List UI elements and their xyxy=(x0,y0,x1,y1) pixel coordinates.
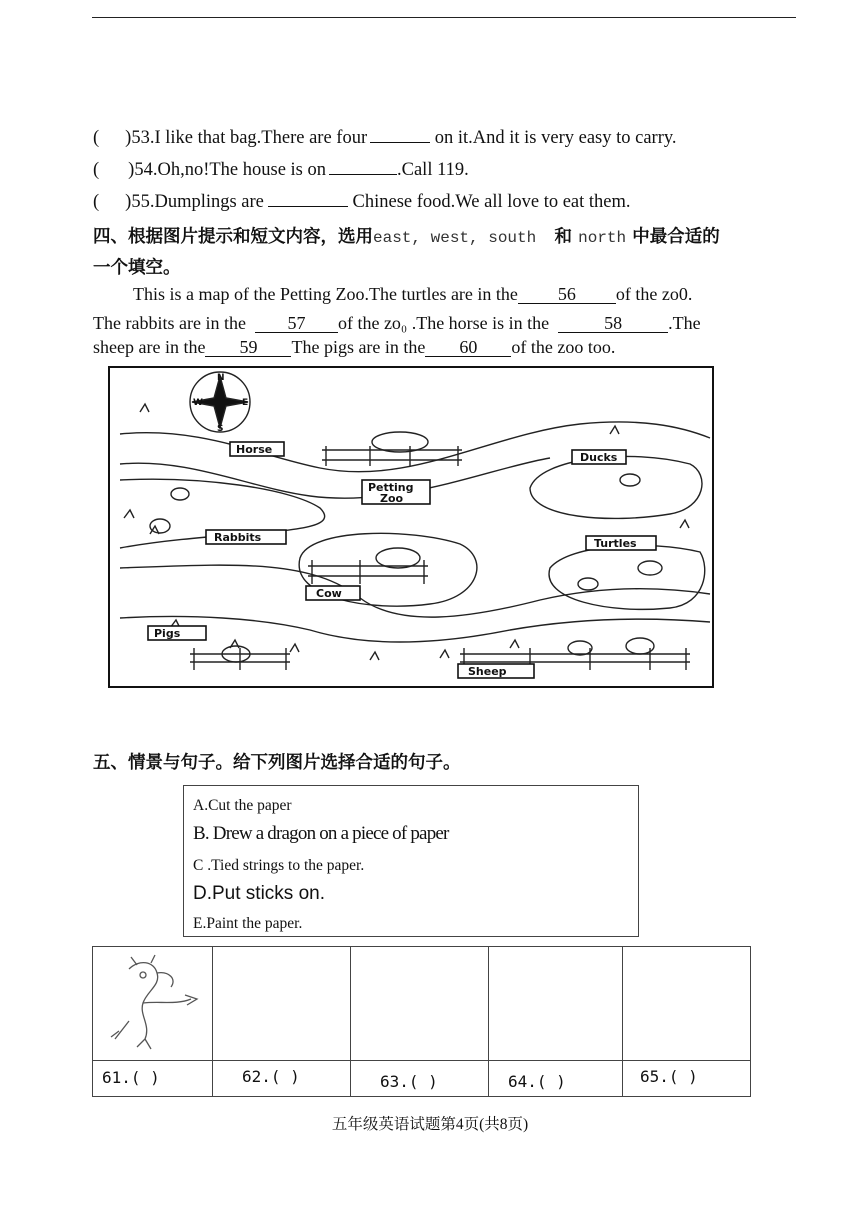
sign-ducks xyxy=(572,450,626,464)
duck-figure xyxy=(620,474,640,486)
svg-text:Cow: Cow xyxy=(316,587,342,600)
section-4-heading-line2: 一个填空。 xyxy=(93,258,181,278)
rabbit-figure xyxy=(150,519,170,533)
svg-text:Sheep: Sheep xyxy=(468,665,507,678)
svg-text:Pigs: Pigs xyxy=(154,627,181,640)
section-4-heading: 四、根据图片提示和短文内容，选用east, west, south 和 north 中最合适的 xyxy=(93,227,720,247)
blank-58[interactable]: 58 xyxy=(558,314,668,333)
sign-rabbits xyxy=(206,530,286,544)
sign-turtles xyxy=(586,536,656,550)
picture-answer-table xyxy=(92,946,751,1097)
answer-65[interactable]: 65.( ) xyxy=(640,1067,698,1086)
page-footer: 五年级英语试题第4页(共8页) xyxy=(331,1116,529,1133)
sign-petting-zoo xyxy=(362,480,430,505)
answer-63[interactable]: 63.( ) xyxy=(380,1072,438,1091)
option-e: E.Paint the paper. xyxy=(193,915,303,932)
compass-n: N xyxy=(217,373,225,383)
answer-61[interactable]: 61.( ) xyxy=(102,1068,160,1087)
svg-text:Rabbits: Rabbits xyxy=(214,531,262,544)
sign-horse xyxy=(230,442,284,456)
answer-blank[interactable] xyxy=(268,191,348,207)
blank-56[interactable]: 56 xyxy=(518,285,616,304)
question-53: ( )53.I like that bag.There are four on it.And it is very easy to carry. xyxy=(93,128,677,148)
answer-blank[interactable] xyxy=(370,127,430,143)
compass-s: S xyxy=(217,424,224,434)
map-drawing xyxy=(110,368,712,686)
option-c: C .Tied strings to the paper. xyxy=(193,857,365,874)
answer-64[interactable]: 64.( ) xyxy=(508,1072,566,1091)
section-5-heading: 五、情景与句子。给下列图片选择合适的句子。 xyxy=(93,753,461,773)
answer-blank[interactable] xyxy=(329,159,397,175)
compass-w: W xyxy=(193,398,203,408)
options-box xyxy=(183,785,639,937)
turtle-figure-2 xyxy=(638,561,662,575)
option-d: D.Put sticks on. xyxy=(193,883,325,904)
passage-line-2: The rabbits are in the 57 of the zo₀ .The horse is in the 58 .The xyxy=(93,313,701,333)
sign-cow xyxy=(306,586,360,600)
blank-59[interactable]: 59 xyxy=(205,338,291,357)
header-rule xyxy=(92,17,796,18)
petting-zoo-map xyxy=(108,366,714,688)
sign-sheep xyxy=(458,664,534,678)
blank-57[interactable]: 57 xyxy=(255,314,338,333)
question-55: ( )55.Dumplings are Chinese food.We all love to eat them. xyxy=(93,192,631,212)
svg-text:Zoo: Zoo xyxy=(380,492,404,505)
question-54: ( )54.Oh,no!The house is on .Call 119. xyxy=(93,160,469,180)
sheep-figure-2 xyxy=(626,638,654,654)
sheep-figure xyxy=(568,641,592,655)
answer-62[interactable]: 62.( ) xyxy=(242,1067,300,1086)
svg-text:Turtles: Turtles xyxy=(594,537,637,550)
svg-text:Petting: Petting xyxy=(368,481,414,494)
sign-pigs xyxy=(148,626,206,640)
option-b: B. Drew a dragon on a piece of paper xyxy=(193,823,449,844)
dragon-drawing-image xyxy=(99,951,207,1055)
rabbit-figure-2 xyxy=(171,488,189,500)
svg-text:Horse: Horse xyxy=(236,443,273,456)
blank-60[interactable]: 60 xyxy=(425,338,511,357)
svg-text:Ducks: Ducks xyxy=(580,451,618,464)
option-a: A.Cut the paper xyxy=(193,797,292,814)
compass-e: E xyxy=(242,398,249,408)
cow-figure xyxy=(376,548,420,568)
turtle-figure xyxy=(578,578,598,590)
passage-line-1: This is a map of the Petting Zoo.The turtles are in the 56 of the zo0. xyxy=(133,284,693,304)
passage-line-3: sheep are in the 59 The pigs are in the 60 of the zoo too. xyxy=(93,337,616,357)
horse-figure xyxy=(372,432,428,452)
